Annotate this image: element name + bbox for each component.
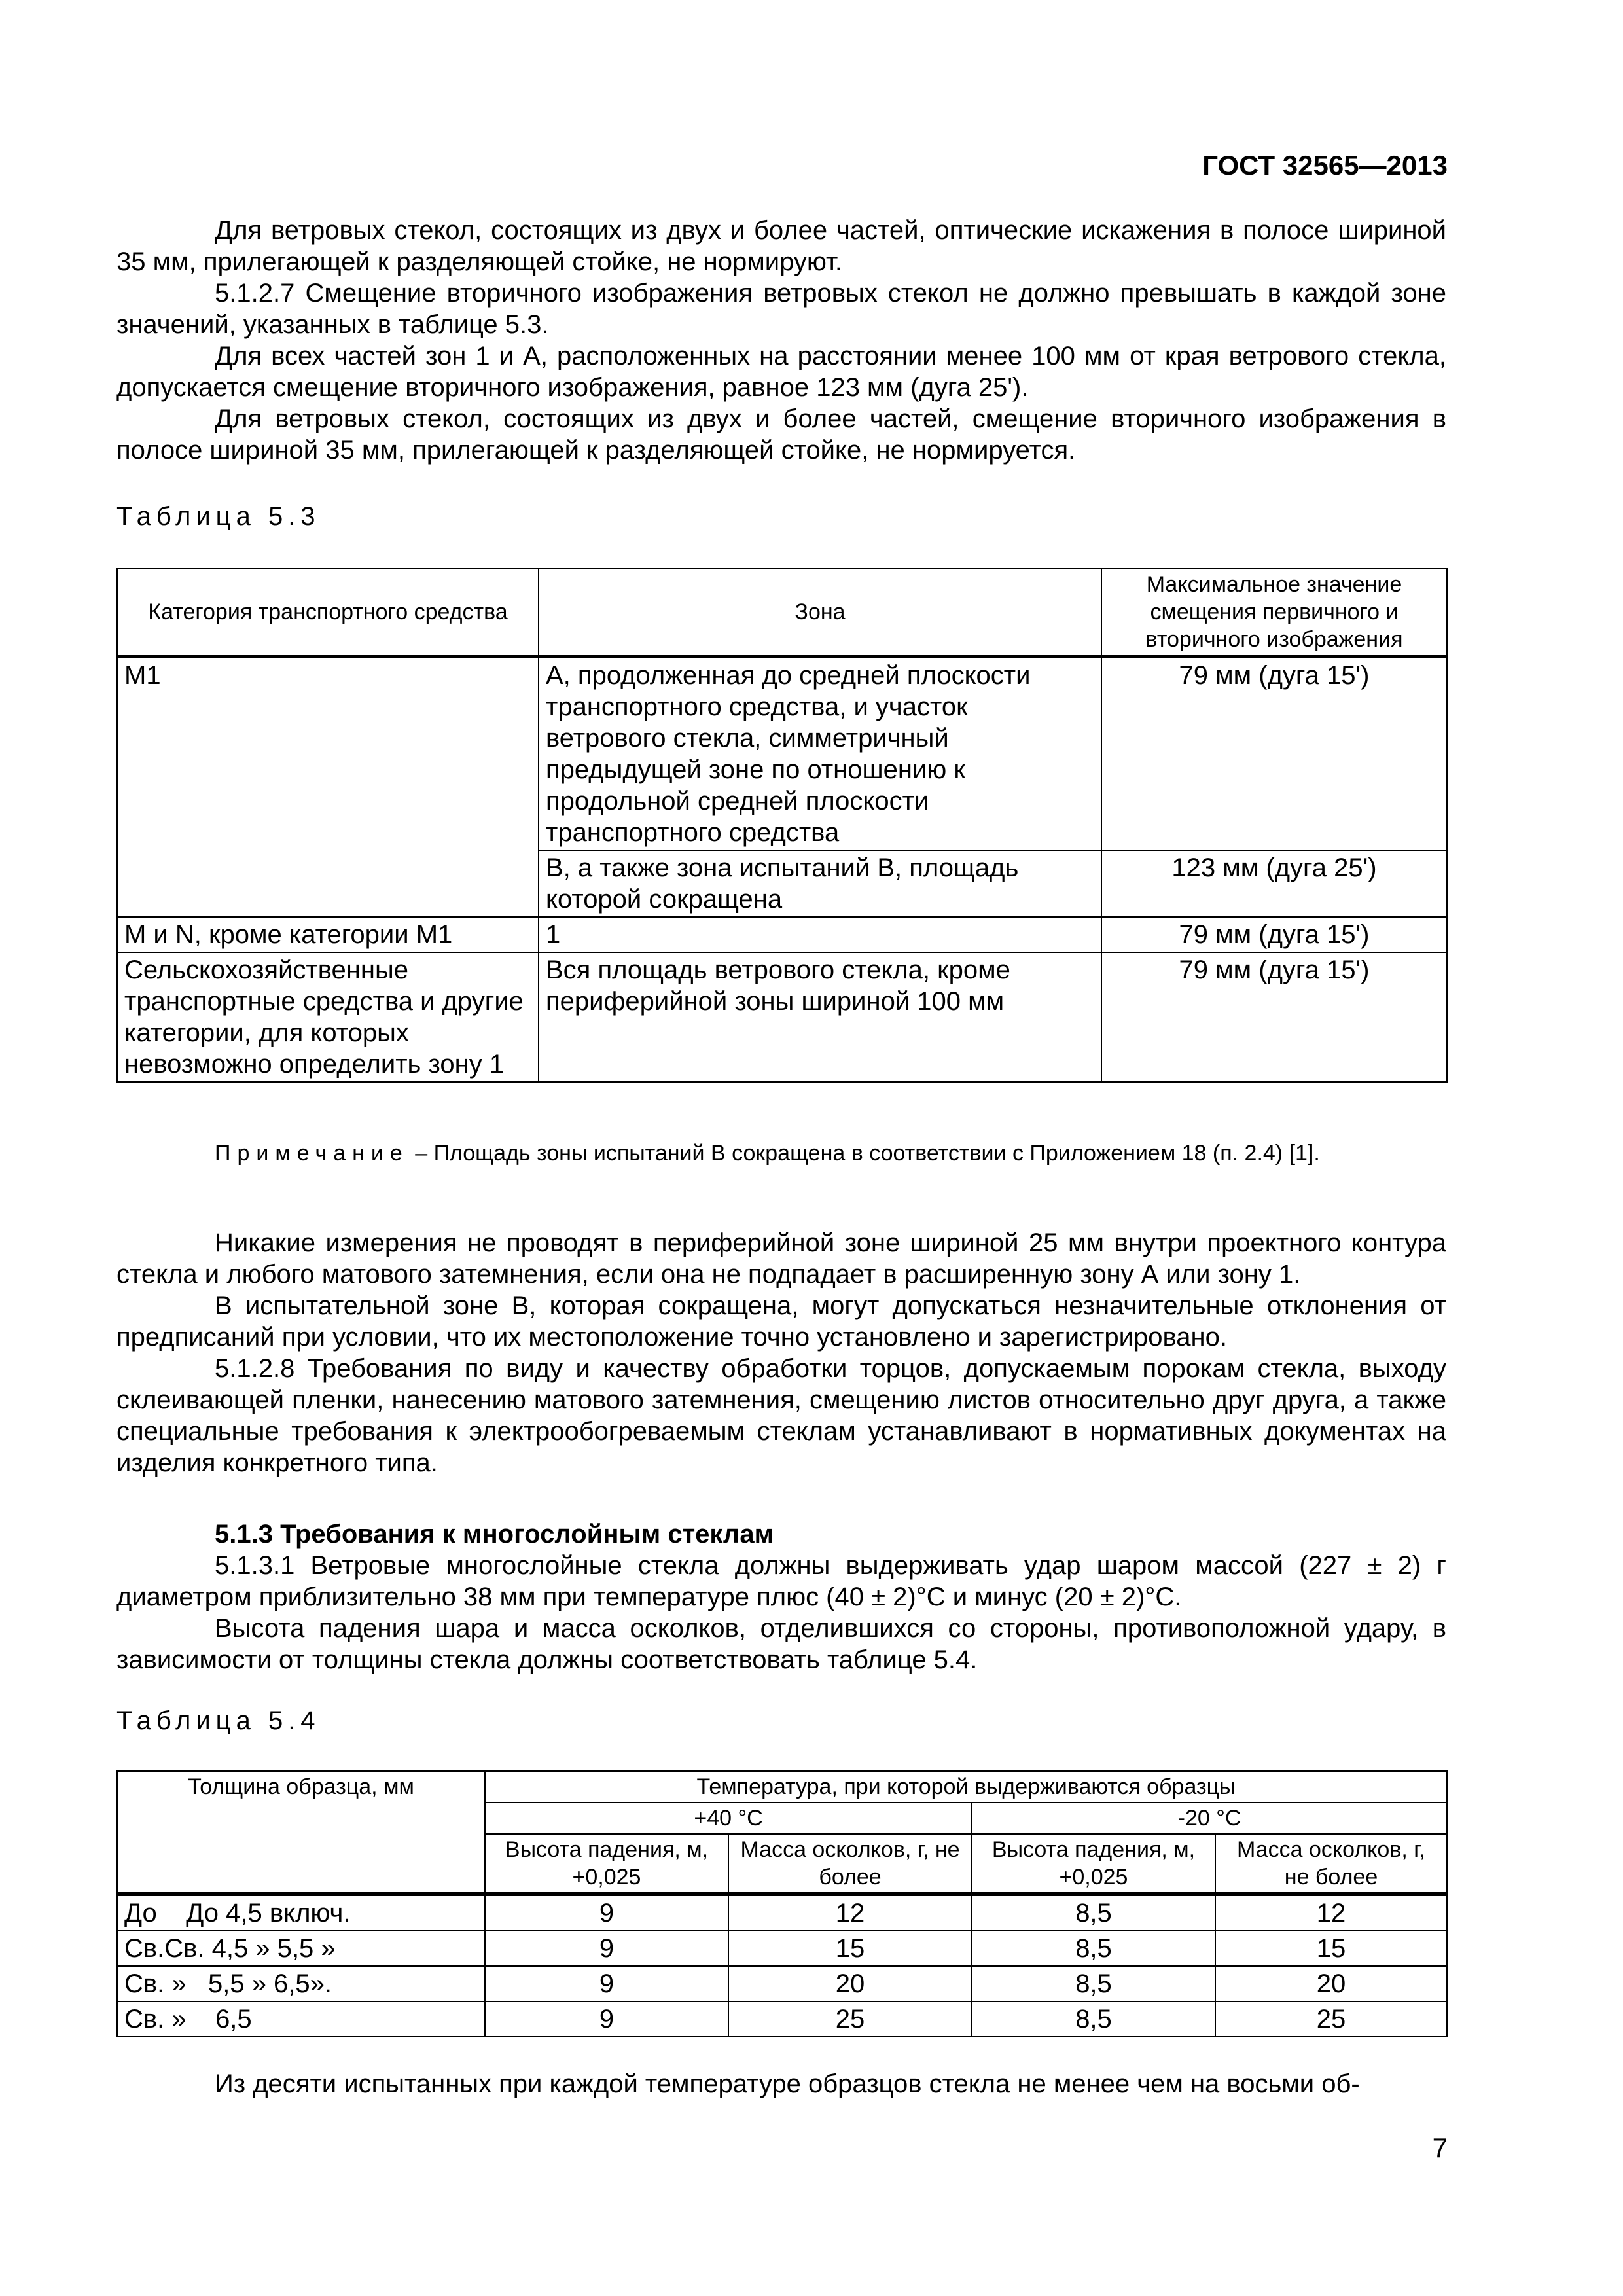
table-cell-thickness: Св. » 5,5 » 6,5». bbox=[117, 1966, 485, 2001]
table-cell: 8,5 bbox=[972, 1894, 1215, 1931]
table-cell-value: 79 мм (дуга 15') bbox=[1101, 656, 1447, 850]
paragraph: Для всех частей зон 1 и А, расположенных на расстоянии менее 100 мм от края ветрового стекла, допускается смещение вторичного изображения, равное 123 мм (дуга 25'). bbox=[116, 342, 1446, 402]
table-header-cell: Толщина образца, мм bbox=[117, 1771, 485, 1894]
table-cell: 8,5 bbox=[972, 2001, 1215, 2037]
note-label: Примечание bbox=[215, 1141, 409, 1166]
paragraph: 5.1.3.1 Ветровые многослойные стекла должны выдерживать удар шаром массой (227 ± 2) г диаметром приблизительно 38 мм при температуре плюс (40 ± 2)°С и минус (20 ± 2)°С. bbox=[116, 1551, 1446, 1611]
table-cell: 9 bbox=[485, 1931, 728, 1966]
table-cell-zone: А, продолженная до средней плоскости транспортного средства, и участок ветрового стекла, симметричный предыдущей зоне по отношению к продольной средней плоскости транспортного средства bbox=[539, 656, 1101, 850]
paragraph: Для ветровых стекол, состоящих из двух и более частей, смещение вторичного изображения в полосе шириной 35 мм, прилегающей к разделяющей стойке, не нормируется. bbox=[116, 404, 1446, 465]
note bbox=[116, 1139, 1446, 1168]
paragraph: Высота падения шара и масса осколков, отделившихся со стороны, противоположной удару, в зависимости от толщины стекла должны соответствовать таблице 5.4. bbox=[116, 1614, 1446, 1674]
section-heading: 5.1.3 Требования к многослойным стеклам bbox=[215, 1520, 774, 1549]
paragraph: Из десяти испытанных при каждой температуре образцов стекла не менее чем на восьми об- bbox=[215, 2070, 1360, 2098]
table-row bbox=[117, 2001, 1447, 2037]
table-cell-category: M1 bbox=[117, 656, 539, 917]
table-header-cell: Максимальное значение смещения первичного и вторичного изображения bbox=[1101, 569, 1447, 656]
table-cell-thickness: Св. » 6,5 bbox=[117, 2001, 485, 2037]
table-5-3 bbox=[116, 568, 1448, 1083]
note-block bbox=[116, 1139, 1446, 1168]
table-cell: 9 bbox=[485, 1894, 728, 1931]
section-5-1-3 bbox=[116, 1518, 1446, 1676]
table-header-cell: Высота падения, м, +0,025 bbox=[485, 1834, 728, 1894]
table-header-cell: Температура, при которой выдерживаются образцы bbox=[485, 1771, 1447, 1803]
paragraph: 5.1.2.8 Требования по виду и качеству обработки торцов, допускаемым порокам стекла, выходу склеивающей пленки, нанесению матового затемнения, смещению листов относительно друг друга, а также специальные требования к электрообогреваемым стеклам устанавливают в нормативных документах на изделия конкретного типа. bbox=[116, 1354, 1446, 1477]
paragraph: 5.1.2.7 Смещение вторичного изображения ветровых стекол не должно превышать в каждой зоне значений, указанных в таблице 5.3. bbox=[116, 279, 1446, 339]
table-cell: 25 bbox=[728, 2001, 972, 2037]
table-cell-value: 79 мм (дуга 15') bbox=[1101, 952, 1447, 1082]
table-cell: 20 bbox=[728, 1966, 972, 2001]
table-cell: 15 bbox=[728, 1931, 972, 1966]
paragraph: В испытательной зоне В, которая сокращена, могут допускаться незначительные отклонения от предписаний при условии, что их местоположение точно установлено и зарегистрировано. bbox=[116, 1291, 1446, 1352]
table-header-cell: -20 °С bbox=[972, 1803, 1447, 1834]
table-cell: 9 bbox=[485, 1966, 728, 2001]
table-cell-thickness: Св.Св. 4,5 » 5,5 » bbox=[117, 1931, 485, 1966]
table-cell-zone: Вся площадь ветрового стекла, кроме периферийной зоны шириной 100 мм bbox=[539, 952, 1101, 1082]
table-cell: 12 bbox=[728, 1894, 972, 1931]
table-header-cell: +40 °С bbox=[485, 1803, 972, 1834]
table-5-4-caption-wrap bbox=[116, 1705, 1446, 1736]
table-row bbox=[117, 1966, 1447, 2001]
table-cell-zone: В, а также зона испытаний В, площадь которой сокращена bbox=[539, 850, 1101, 917]
table-cell: 9 bbox=[485, 2001, 728, 2037]
page-number: 7 bbox=[1432, 2132, 1448, 2163]
table-header-cell: Высота падения, м, +0,025 bbox=[972, 1834, 1215, 1894]
document-header: ГОСТ 32565—2013 bbox=[1202, 150, 1448, 181]
table-header-cell: Масса осколков, г, не более bbox=[728, 1834, 972, 1894]
table-cell-category: Сельскохозяйственные транспортные средства и другие категории, для которых невозможно определить зону 1 bbox=[117, 952, 539, 1082]
top-paragraphs bbox=[116, 215, 1446, 466]
paragraph: Никакие измерения не проводят в периферийной зоне шириной 25 мм внутри проектного контура стекла и любого матового затемнения, если она не подпадает в расширенную зону А или зону 1. bbox=[116, 1229, 1446, 1289]
table-cell-thickness: До До 4,5 включ. bbox=[117, 1894, 485, 1931]
table-header-cell: Масса осколков, г, не более bbox=[1215, 1834, 1447, 1894]
table-caption: Таблица 5.3 bbox=[116, 502, 321, 531]
table-5-4 bbox=[116, 1770, 1448, 2037]
paragraph: Для ветровых стекол, состоящих из двух и более частей, оптические искажения в полосе шириной 35 мм, прилегающей к разделяющей стойке, не нормируют. bbox=[116, 216, 1446, 276]
note-text: – Площадь зоны испытаний В сокращена в соответствии с Приложением 18 (п. 2.4) [1]. bbox=[408, 1141, 1320, 1166]
middle-paragraphs bbox=[116, 1227, 1446, 1479]
table-row bbox=[117, 1894, 1447, 1931]
table-cell: 20 bbox=[1215, 1966, 1447, 2001]
table-cell-zone: 1 bbox=[539, 917, 1101, 952]
table-row bbox=[117, 1931, 1447, 1966]
bottom-paragraph bbox=[116, 2068, 1446, 2100]
table-caption: Таблица 5.4 bbox=[116, 1706, 321, 1735]
table-cell: 8,5 bbox=[972, 1931, 1215, 1966]
table-cell-value: 79 мм (дуга 15') bbox=[1101, 917, 1447, 952]
table-cell-value: 123 мм (дуга 25') bbox=[1101, 850, 1447, 917]
table-cell: 25 bbox=[1215, 2001, 1447, 2037]
table-cell: 15 bbox=[1215, 1931, 1447, 1966]
table-header-cell: Зона bbox=[539, 569, 1101, 656]
table-cell: 8,5 bbox=[972, 1966, 1215, 2001]
table-cell: 12 bbox=[1215, 1894, 1447, 1931]
table-cell-category: M и N, кроме категории M1 bbox=[117, 917, 539, 952]
table-5-3-caption-wrap bbox=[116, 501, 1446, 532]
table-header-cell: Категория транспортного средства bbox=[117, 569, 539, 656]
